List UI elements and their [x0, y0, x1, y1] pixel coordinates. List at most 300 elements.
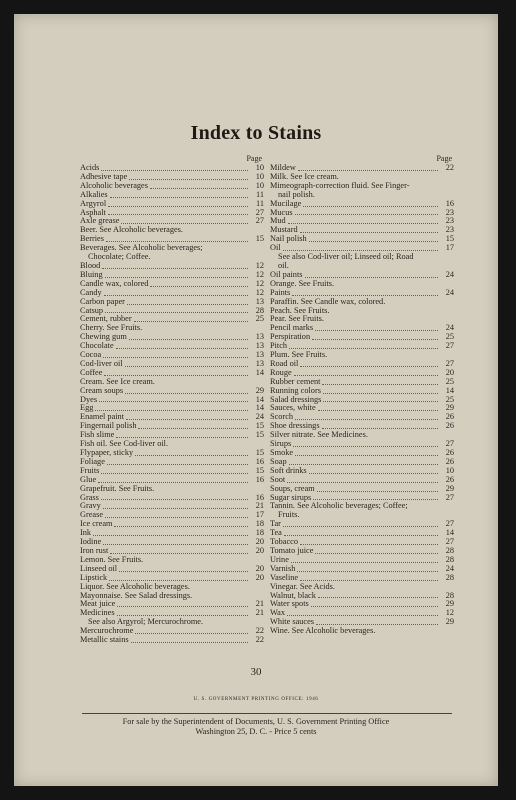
entry-page-number: 20 [445, 367, 454, 377]
dot-leader [291, 562, 438, 563]
dot-leader [102, 268, 248, 269]
entry-label: Paraffin. See Candle wax, colored. [270, 296, 386, 306]
dot-leader [105, 312, 248, 313]
entry-page-number: 15 [255, 234, 264, 244]
entry-label: Paints [270, 287, 291, 297]
entry-page-number: 20 [255, 545, 264, 555]
dot-leader [106, 241, 248, 242]
entry-page-number: 14 [255, 403, 264, 413]
dot-leader [312, 339, 438, 340]
index-entry [80, 520, 264, 529]
dot-leader [95, 410, 248, 411]
entry-label: Sirups [270, 439, 292, 449]
dot-leader [283, 526, 438, 527]
index-entry [80, 342, 264, 351]
index-entry [270, 235, 454, 244]
entry-page-number: 27 [445, 358, 454, 368]
dot-leader [318, 597, 438, 598]
dot-leader [129, 339, 248, 340]
entry-label: Linseed oil [80, 563, 118, 573]
entry-page-number: 25 [445, 376, 454, 386]
dot-leader [294, 375, 438, 376]
index-entry [80, 529, 264, 538]
index-entry [80, 458, 264, 467]
entry-label: Enamel paint [80, 412, 125, 422]
entry-label: Fruits [80, 465, 100, 475]
entry-label: Grease [80, 510, 104, 520]
index-entry [270, 431, 454, 440]
dot-leader [313, 499, 438, 500]
entry-label: Flypaper, sticky [80, 448, 134, 457]
entry-label: Alkalies [80, 189, 108, 199]
entry-page-number: 22 [255, 626, 264, 636]
entry-page-number: 15 [255, 465, 264, 475]
entry-page-number: 26 [445, 474, 454, 484]
entry-page-number: 27 [255, 207, 264, 217]
entry-label: Egg [80, 403, 94, 413]
entry-label: Mustard [270, 225, 298, 235]
entry-page-number: 24 [445, 269, 454, 279]
page-column-header: Page [246, 154, 262, 163]
dot-leader [305, 277, 439, 278]
dot-leader [287, 615, 438, 616]
entry-label: Perspiration [270, 332, 311, 342]
dot-leader [108, 206, 248, 207]
page-column-header: Page [436, 154, 452, 163]
entry-label: Urine [270, 554, 289, 564]
dot-leader [311, 606, 438, 607]
dot-leader [283, 250, 438, 251]
dot-leader [323, 393, 438, 394]
entry-label: Mucilage [270, 198, 302, 208]
dot-leader [101, 499, 248, 500]
entry-page-number: 12 [255, 287, 264, 297]
entry-label: Argyrol [80, 198, 107, 208]
index-entry [270, 600, 454, 609]
entry-label: Plum. See Fruits. [270, 350, 328, 360]
dot-leader [300, 580, 438, 581]
entry-label: Soot [270, 474, 286, 484]
entry-page-number: 27 [445, 492, 454, 502]
entry-page-number: 15 [445, 234, 454, 244]
entry-label: Cod-liver oil [80, 358, 123, 368]
sales-footer [14, 717, 498, 737]
entry-label: Salad dressings [270, 394, 322, 404]
entry-label: White sauces [270, 617, 315, 627]
index-entry [270, 440, 454, 449]
dot-leader [103, 508, 248, 509]
dot-leader [300, 366, 438, 367]
entry-page-number: 10 [255, 171, 264, 181]
entry-label: See also Cod-liver oil; Linseed oil; Road [278, 252, 414, 262]
dot-leader [322, 384, 438, 385]
dot-leader [131, 642, 248, 643]
entry-page-number: 23 [445, 216, 454, 226]
index-entry [270, 556, 454, 565]
index-entry [270, 547, 454, 556]
dot-leader [297, 571, 438, 572]
entry-label: nail polish. [278, 189, 315, 199]
entry-label: Tannin. See Alcoholic beverages; Coffee; [270, 501, 408, 511]
dot-leader [138, 428, 248, 429]
index-entry [80, 485, 264, 494]
entry-label: Tobacco [270, 537, 298, 547]
dot-leader [322, 428, 438, 429]
entry-page-number: 27 [255, 216, 264, 226]
dot-leader [316, 624, 438, 625]
index-entry [270, 360, 454, 369]
dot-leader [135, 455, 248, 456]
index-entry [80, 502, 264, 511]
dot-leader [116, 348, 248, 349]
entry-label: Tar [270, 519, 281, 529]
entry-label: Mucus [270, 207, 293, 217]
entry-label: oil. [278, 260, 289, 270]
entry-page-number: 22 [255, 635, 264, 645]
entry-label: Wax [270, 608, 285, 618]
index-entry [270, 627, 454, 636]
entry-label: Pitch [270, 341, 288, 351]
entry-page-number: 26 [445, 412, 454, 422]
entry-label: Cream. See Ice cream. [80, 376, 155, 386]
index-entry [80, 636, 264, 645]
entry-label: Coffee [80, 367, 103, 377]
dot-leader [119, 571, 248, 572]
entry-page-number: 16 [445, 198, 454, 208]
dot-leader [318, 410, 438, 411]
dot-leader [295, 419, 438, 420]
dot-leader [317, 491, 438, 492]
dot-leader [287, 482, 438, 483]
entry-label: Silver nitrate. See Medicines. [270, 430, 368, 440]
dot-leader [150, 286, 248, 287]
entry-label: Lemon. See Fruits. [80, 554, 144, 564]
entry-page-number: 24 [445, 323, 454, 333]
entry-label: Mud [270, 216, 286, 226]
index-column-left [80, 153, 264, 645]
entry-page-number: 22 [445, 163, 454, 172]
index-entry [80, 191, 264, 200]
dot-leader [101, 170, 248, 171]
entry-page-number: 16 [255, 492, 264, 502]
entry-page-number: 28 [445, 572, 454, 582]
entry-label: Glue [80, 474, 97, 484]
entry-label: Tomato juice [270, 545, 314, 555]
dot-leader [323, 401, 438, 402]
dot-leader [117, 606, 248, 607]
index-entry [270, 520, 454, 529]
dot-leader [134, 321, 248, 322]
entry-label: Soups, cream [270, 483, 315, 493]
entry-page-number: 28 [445, 545, 454, 555]
entry-label: Lipstick [80, 572, 108, 582]
entry-label: Cream soups [80, 385, 124, 395]
entry-page-number: 12 [445, 608, 454, 618]
entry-page-number: 27 [445, 519, 454, 529]
entry-label: Metallic stains [80, 635, 129, 645]
entry-page-number: 21 [255, 608, 264, 618]
entry-label: Iron rust [80, 545, 109, 555]
entry-page-number: 14 [445, 385, 454, 395]
entry-label: Walnut, black [270, 590, 316, 600]
entry-label: Pear. See Fruits. [270, 314, 324, 324]
printer-imprint: U. S. GOVERNMENT PRINTING OFFICE: 1946 [193, 697, 319, 702]
dot-leader [103, 544, 248, 545]
entry-label: Mayonnaise. See Salad dressings. [80, 590, 193, 600]
dot-leader [315, 330, 438, 331]
entry-page-number: 21 [255, 599, 264, 609]
entry-page-number: 26 [445, 448, 454, 457]
dot-leader [125, 366, 248, 367]
entry-label: Iodine [80, 537, 102, 547]
entry-label: Sauces, white [270, 403, 316, 413]
entry-label: Varnish [270, 563, 296, 573]
index-entry [270, 404, 454, 413]
dot-leader [129, 179, 248, 180]
entry-page-number: 25 [445, 394, 454, 404]
entry-page-number: 23 [445, 225, 454, 235]
entry-label: Medicines [80, 608, 115, 618]
entry-label: Water spots [270, 599, 309, 609]
entry-label: Scorch [270, 412, 294, 422]
dot-leader [288, 223, 438, 224]
dot-leader [93, 535, 248, 536]
entry-label: Blood [80, 260, 101, 270]
page-title: Index to Stains [190, 122, 322, 144]
entry-label: Asphalt [80, 207, 106, 217]
entry-page-number: 13 [255, 341, 264, 351]
entry-label: Carbon paper [80, 296, 125, 306]
dot-leader [104, 375, 248, 376]
dot-leader [105, 517, 248, 518]
entry-label: Bluing [80, 269, 103, 279]
entry-page-number: 12 [255, 278, 264, 288]
entry-page-number: 18 [255, 519, 264, 529]
footer-line: For sale by the Superintendent of Documents, U. S. Government Printing Office [122, 717, 390, 726]
entry-page-number: 15 [255, 421, 264, 431]
entry-label: Sugar sirups [270, 492, 312, 502]
dot-leader [101, 473, 248, 474]
entry-label: Beer. See Alcoholic beverages. [80, 225, 183, 235]
index-entry [80, 449, 264, 458]
entry-label: Candle wax, colored [80, 278, 149, 288]
entry-label: Chewing gum [80, 332, 127, 342]
entry-label: Oil paints [270, 269, 303, 279]
dot-leader [98, 482, 248, 483]
footer-divider [82, 713, 452, 714]
entry-label: Alcoholic beverages [80, 180, 148, 190]
entry-page-number: 28 [445, 590, 454, 600]
entry-page-number: 26 [445, 456, 454, 466]
entry-label: Beverages. See Alcoholic beverages; [80, 243, 203, 253]
entry-label: Foliage [80, 456, 105, 466]
entry-page-number: 28 [255, 305, 264, 315]
entry-label: Running colors [270, 385, 321, 395]
entry-label: Fish oil. See Cod-liver oil. [80, 439, 169, 449]
index-entry [270, 511, 454, 520]
dot-leader [309, 241, 438, 242]
entry-label: Berries [80, 234, 104, 244]
entry-page-number: 27 [445, 439, 454, 449]
entry-label: Smoke [270, 448, 294, 457]
entry-label: Vaseline [270, 572, 299, 582]
footer-line: Washington 25, D. C. - Price 5 cents [195, 727, 317, 736]
dot-leader [103, 357, 248, 358]
entry-page-number: 23 [445, 207, 454, 217]
dot-leader [107, 464, 248, 465]
document-page [14, 14, 498, 786]
entry-page-number: 14 [255, 367, 264, 377]
dot-leader [150, 188, 248, 189]
entry-label: Mildew [270, 163, 296, 172]
dot-leader [284, 535, 438, 536]
dot-leader [110, 553, 248, 554]
entry-page-number: 29 [255, 385, 264, 395]
index-entry [80, 253, 264, 262]
entry-label: Fingernail polish [80, 421, 137, 431]
entry-page-number: 27 [445, 341, 454, 351]
entry-page-number: 25 [445, 332, 454, 342]
entry-page-number: 24 [255, 412, 264, 422]
entry-page-number: 12 [255, 260, 264, 270]
entry-page-number: 29 [445, 617, 454, 627]
dot-leader [99, 401, 248, 402]
entry-label: Gravy [80, 501, 101, 511]
entry-label: Axle grease [80, 216, 120, 226]
entry-label: Ink [80, 528, 92, 538]
dot-leader [105, 277, 248, 278]
entry-label: Road oil [270, 358, 299, 368]
dot-leader [295, 455, 438, 456]
entry-page-number: 29 [445, 599, 454, 609]
entry-page-number: 11 [256, 189, 264, 199]
index-entry [80, 226, 264, 235]
entry-label: Peach. See Fruits. [270, 305, 330, 315]
index-entry [80, 360, 264, 369]
entry-page-number: 29 [445, 483, 454, 493]
index-entry [270, 200, 454, 209]
entry-label: Cement, rubber [80, 314, 132, 324]
index-entries-left [80, 164, 264, 645]
index-entry [270, 467, 454, 476]
dot-leader [300, 232, 438, 233]
entry-page-number: 13 [255, 332, 264, 342]
dot-leader [108, 214, 248, 215]
index-entry [270, 209, 454, 218]
entry-page-number: 28 [445, 554, 454, 564]
entry-label: Candy [80, 287, 102, 297]
entry-page-number: 12 [255, 269, 264, 279]
index-entry [80, 387, 264, 396]
entry-label: Pencil marks [270, 323, 314, 333]
entry-label: Fish slime [80, 430, 115, 440]
entry-label: Soft drinks [270, 465, 307, 475]
index-entry [270, 280, 454, 289]
dot-leader [125, 393, 248, 394]
entry-page-number: 21 [255, 501, 264, 511]
entry-label: Orange. See Fruits. [270, 278, 335, 288]
entry-label: Oil [270, 243, 281, 253]
entry-label: Tea [270, 528, 282, 538]
entry-page-number: 24 [445, 287, 454, 297]
entry-label: Mimeograph-correction fluid. See Finger- [270, 180, 410, 190]
dot-leader [104, 295, 248, 296]
entry-label: Milk. See Ice cream. [270, 171, 339, 181]
entry-label: Adhesive tape [80, 171, 128, 181]
dot-leader [109, 580, 248, 581]
entry-label: Catsup [80, 305, 104, 315]
index-entry [80, 280, 264, 289]
dot-leader [114, 526, 248, 527]
dot-leader [303, 206, 438, 207]
dot-leader [315, 553, 438, 554]
index-column-right [270, 153, 454, 636]
entry-label: Rouge [270, 367, 292, 377]
entry-page-number: 15 [255, 430, 264, 440]
entry-page-number: 18 [255, 528, 264, 538]
entry-label: See also Argyrol; Mercurochrome. [88, 617, 204, 627]
dot-leader [298, 170, 438, 171]
entry-page-number: 20 [255, 563, 264, 573]
entry-page-number: 13 [255, 350, 264, 360]
index-entry [80, 298, 264, 307]
index-entry [270, 333, 454, 342]
entry-page-number: 15 [255, 448, 264, 457]
index-entry [80, 494, 264, 503]
entry-page-number: 26 [445, 421, 454, 431]
dot-leader [289, 464, 438, 465]
entry-page-number: 10 [445, 465, 454, 475]
entry-page-number: 20 [255, 537, 264, 547]
entry-page-number: 10 [255, 163, 264, 172]
dot-leader [135, 633, 248, 634]
entry-label: Chocolate [80, 341, 114, 351]
dot-leader [293, 446, 438, 447]
entry-label: Vinegar. See Acids. [270, 581, 335, 591]
entry-page-number: 25 [255, 314, 264, 324]
entry-label: Meat juice [80, 599, 116, 609]
dot-leader [127, 304, 248, 305]
entry-label: Acids [80, 163, 100, 172]
dot-leader [126, 419, 248, 420]
entry-label: Liquor. See Alcoholic beverages. [80, 581, 190, 591]
entry-page-number: 11 [256, 198, 264, 208]
entry-label: Cocoa [80, 350, 102, 360]
index-entry [270, 253, 454, 262]
entry-page-number: 14 [445, 528, 454, 538]
entry-label: Ice cream [80, 519, 113, 529]
entry-page-number: 10 [255, 180, 264, 190]
dot-leader [116, 437, 248, 438]
dot-leader [121, 223, 248, 224]
entry-label: Mercurochrome [80, 626, 134, 636]
entry-label: Chocolate; Coffee. [88, 252, 151, 262]
dot-leader [295, 214, 438, 215]
index-entry [80, 467, 264, 476]
index-entry [80, 200, 264, 209]
entry-page-number: 16 [255, 456, 264, 466]
dot-leader [292, 295, 438, 296]
dot-leader [300, 544, 438, 545]
entry-page-number: 27 [445, 537, 454, 547]
dot-leader [117, 615, 248, 616]
entry-label: Grapefruit. See Fruits. [80, 483, 155, 493]
entry-page-number: 20 [255, 572, 264, 582]
index-entries-right [270, 164, 454, 636]
entry-page-number: 24 [445, 563, 454, 573]
entry-label: Nail polish [270, 234, 307, 244]
entry-label: Wine. See Alcoholic beverages. [270, 626, 376, 636]
